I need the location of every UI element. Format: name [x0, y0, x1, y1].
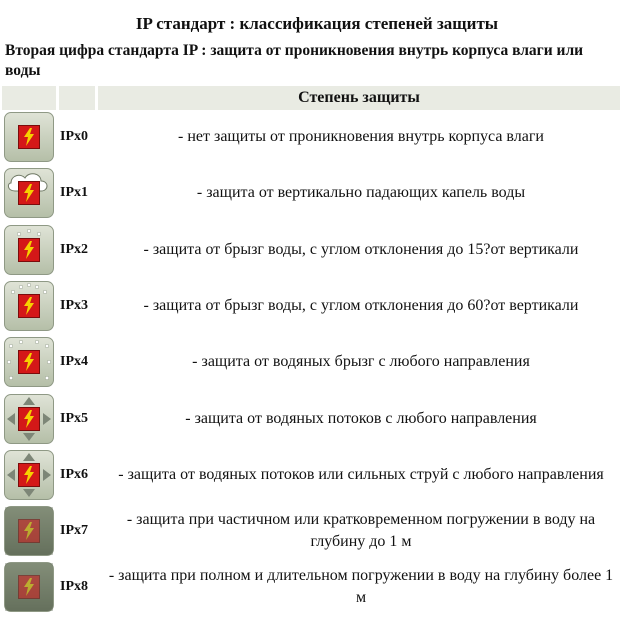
lightning-icon	[18, 294, 40, 318]
ipx7-icon	[4, 506, 54, 556]
row-code: IPx7	[60, 523, 88, 539]
row-code: IPx5	[60, 410, 88, 426]
page-title: IP стандарт : классификация степеней защиты	[135, 14, 499, 33]
row-description: - защита при полном и длительном погружении в воду на глубину более 1 м	[108, 567, 614, 607]
header-icon-cell	[2, 86, 56, 110]
row-code: IPx8	[60, 579, 88, 595]
ipx1-icon	[4, 168, 54, 218]
row-description: - защита от брызг воды, с углом отклонения до 60?от вертикали	[143, 296, 579, 314]
table-row	[2, 448, 620, 502]
ipx3-icon	[4, 281, 54, 331]
lightning-icon	[18, 407, 40, 431]
table-header	[2, 86, 620, 110]
row-code: IPx6	[60, 466, 88, 482]
ipx4-icon	[4, 337, 54, 387]
row-description: - защита от вертикально падающих капель воды	[196, 184, 526, 202]
ipx2-icon	[4, 225, 54, 275]
page-subtitle: Вторая цифра стандарта IP : защита от проникновения внутрь корпуса влаги или воды	[5, 42, 584, 79]
row-description: - защита от водяных потоков или сильных струй с любого направления	[118, 465, 604, 483]
lightning-icon	[18, 238, 40, 262]
table-row	[2, 560, 620, 614]
ipx0-icon	[4, 112, 54, 162]
row-description: - защита от водяных потоков с любого направления	[185, 409, 537, 427]
table-row	[2, 335, 620, 389]
row-description: - защита от брызг воды, с углом отклонения до 15?от вертикали	[143, 240, 579, 258]
lightning-icon	[18, 519, 40, 543]
row-code: IPx2	[60, 241, 88, 257]
table-row	[2, 279, 620, 333]
header-protection-degree: Степень защиты	[98, 86, 620, 110]
row-code: IPx1	[60, 185, 88, 201]
row-description: - защита при частичном или кратковременном погружении в воду на глубину до 1 м	[126, 511, 596, 551]
table-row	[2, 504, 620, 558]
lightning-icon	[18, 575, 40, 599]
row-description: - нет защиты от проникновения внутрь корпуса влаги	[178, 128, 544, 145]
lightning-icon	[18, 181, 40, 205]
table-row	[2, 110, 620, 164]
table-row	[2, 392, 620, 446]
lightning-icon	[18, 350, 40, 374]
ipx8-icon	[4, 562, 54, 612]
row-code: IPx0	[60, 129, 88, 144]
row-code: IPx3	[60, 297, 88, 313]
header-code-cell	[59, 86, 95, 110]
lightning-icon	[18, 463, 40, 487]
row-description: - защита от водяных брызг с любого направления	[192, 353, 530, 371]
table-row	[2, 223, 620, 277]
ipx6-icon	[4, 450, 54, 500]
table-row	[2, 166, 620, 220]
lightning-icon	[18, 125, 40, 149]
ipx5-icon	[4, 394, 54, 444]
row-code: IPx4	[60, 354, 88, 370]
